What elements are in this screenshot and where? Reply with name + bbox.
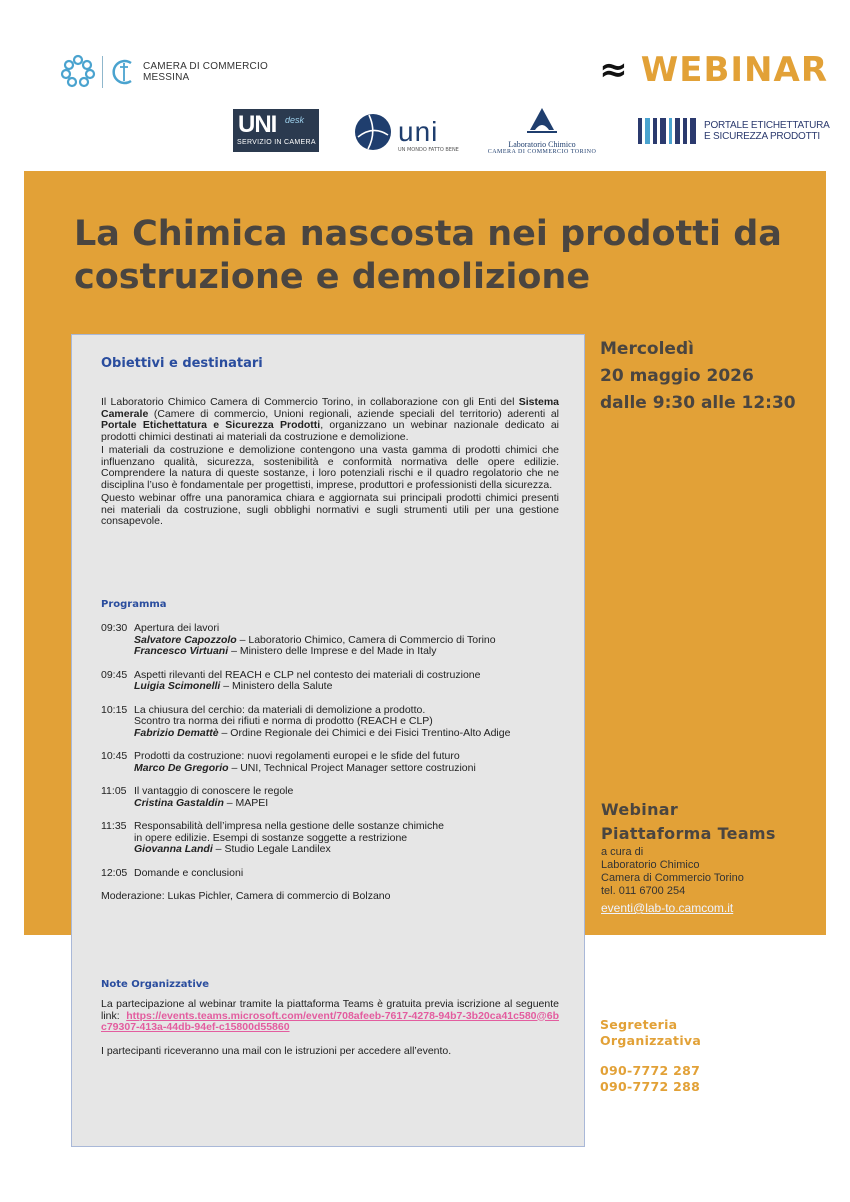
platform-line2: Piattaforma Teams (601, 824, 776, 843)
program-item (101, 868, 559, 880)
program-items (101, 623, 559, 879)
program-topic: La chiusura del cerchio: da materiali di demolizione a prodotto. (134, 703, 426, 716)
platform-tel: tel. 011 6700 254 (601, 885, 686, 897)
speaker-name: Cristina Gastaldin (134, 796, 224, 809)
program-time: 10:45 (101, 750, 128, 762)
program-item-topic-line (101, 821, 559, 833)
program-speaker (101, 681, 559, 693)
program-item (101, 751, 559, 774)
event-date: 20 maggio 2026 (600, 366, 754, 386)
objectives-p1-d: Portale Etichettatura e Sicurezza Prodotti (101, 419, 321, 431)
webinar-heading (599, 50, 828, 90)
secretariat-line1: Segreteria (600, 1017, 678, 1032)
program-speaker (101, 728, 559, 740)
portale-line1: PORTALE ETICHETTATURA (704, 120, 830, 131)
unidesk-desk-text: desk (285, 115, 305, 125)
objectives-text (101, 397, 559, 530)
speaker-role: – Ministero delle Imprese e del Made in Italy (228, 645, 437, 657)
program-speaker (101, 646, 559, 658)
program-item (101, 623, 559, 658)
speaker-role: – MAPEI (223, 796, 269, 809)
objectives-p2: I materiali da costruzione e demolizione contengono una vasta gamma di prodotti chimici che influenzano qualità, sicurezza, sostenibilità e conformità normativa delle opere edilizie. Comprendere la natura di queste sostanze, i loro potenziali rischi e il quadro regolatorio che ne disciplina l’uso è fondamentale per progettisti, imprese, produttori e professionisti della sicurezza. (101, 444, 559, 491)
secretariat-phone1: 090-7772 287 (600, 1063, 701, 1078)
event-date-block (600, 336, 796, 417)
program-speaker (101, 844, 559, 856)
program-time: 11:35 (101, 820, 127, 832)
program-item (101, 821, 559, 856)
speaker-name: Marco De Gregorio (134, 761, 229, 774)
program-item (101, 670, 559, 693)
portale-barcode-icon (638, 116, 700, 146)
uni-globe-icon (354, 113, 392, 151)
program-time: 09:45 (101, 668, 128, 681)
speaker-role: – Ministero della Salute (220, 680, 333, 692)
event-title-line1: La Chimica nascosta nei prodotti da (74, 214, 782, 254)
speaker-name: Francesco Virtuani (134, 645, 229, 657)
program-speaker (101, 798, 559, 810)
program-topic: Aspetti rilevanti del REACH e CLP nel contesto dei materiali di costruzione (134, 668, 481, 681)
notes-text (101, 999, 559, 1069)
approx-icon: ≈ (599, 50, 629, 90)
platform-email-link[interactable]: eventi@lab-to.camcom.it (601, 901, 734, 915)
org-name-line2: MESSINA (143, 72, 190, 83)
uni-tagline: UN MONDO FATTO BENE (398, 147, 459, 153)
program-title: Programma (101, 599, 167, 610)
platform-line1: Webinar (601, 800, 679, 819)
speaker-name: Salvatore Capozzolo (134, 633, 237, 646)
program-speaker (101, 763, 559, 775)
program-time: 11:05 (101, 785, 127, 797)
speaker-role: – Studio Legale Landilex (212, 843, 331, 855)
notes-p2: I partecipanti riceveranno una mail con le istruzioni per accedere all’evento. (101, 1044, 452, 1057)
speaker-role: – UNI, Technical Project Manager settore costruzioni (228, 761, 476, 774)
event-title-line2: costruzione e demolizione (74, 257, 591, 297)
unidesk-main-text: UNI (238, 111, 277, 138)
platform-org2: Camera di Commercio Torino (601, 872, 744, 884)
program-topic: Responsabilità dell’impresa nella gestione delle sostanze chimiche (134, 820, 444, 832)
secretariat-info (600, 1017, 701, 1095)
uni-wordmark: uni (398, 116, 439, 147)
speaker-name: Giovanna Landi (134, 843, 213, 855)
program-topic-continued: Scontro tra norma dei rifiuti e norma di prodotto (REACH e CLP) (134, 715, 433, 727)
event-day: Mercoledì (600, 339, 694, 359)
unidesk-logo (233, 109, 319, 152)
objectives-p1-b: Sistema Camerale (101, 396, 559, 420)
program-moderation: Moderazione: Lukas Pichler, Camera di commercio di Bolzano (101, 890, 391, 902)
program-topic: Domande e conclusioni (134, 866, 244, 879)
unidesk-sub-text: SERVIZIO IN CAMERA (237, 139, 316, 146)
speaker-name: Fabrizio Demattè (134, 726, 219, 739)
labchim-line2: CAMERA DI COMMERCIO TORINO (487, 149, 597, 155)
org-name-line1: CAMERA DI COMMERCIO (143, 61, 268, 72)
event-time: dalle 9:30 alle 12:30 (600, 393, 796, 413)
speaker-role: – Ordine Regionale dei Chimici e dei Fisici Trentino-Alto Adige (218, 726, 511, 739)
camera-commercio-logo-icon (60, 54, 96, 90)
speaker-role: – Laboratorio Chimico, Camera di Commercio di Torino (236, 633, 496, 646)
lab-chimico-icon (525, 106, 559, 134)
program-time: 10:15 (101, 703, 128, 716)
camera-commercio-name (143, 61, 268, 83)
logo-separator (102, 56, 103, 88)
program-time: 09:30 (101, 622, 128, 634)
speaker-name: Luigia Scimonelli (134, 680, 221, 692)
program-topic: Apertura dei lavori (134, 622, 220, 634)
notes-title: Note Organizzative (101, 979, 210, 990)
program-item (101, 786, 559, 809)
laboratorio-chimico-logo (487, 106, 597, 155)
secretariat-phone2: 090-7772 288 (600, 1079, 701, 1094)
objectives-p1 (101, 397, 559, 443)
portale-etichettatura-logo (638, 116, 830, 146)
program-item (101, 705, 559, 740)
labchim-line1: Laboratorio Chimico (508, 140, 576, 149)
objectives-p3: Questo webinar offre una panoramica chiara e aggiornata sui principali prodotti chimici presenti nei materiali da costruzione, sugli obblighi normativi e sugli strumenti utili per una gestione consapevole. (101, 492, 559, 527)
program-time: 12:05 (101, 866, 128, 879)
camera-commercio-logo (60, 54, 268, 90)
program-topic: Il vantaggio di conoscere le regole (134, 785, 294, 797)
notes-p1 (101, 999, 559, 1034)
platform-info (601, 798, 776, 916)
objectives-p1-a: Il Laboratorio Chimico Camera di Commercio Torino, in collaborazione con gli Enti del (101, 396, 519, 408)
webinar-label: WEBINAR (640, 50, 828, 90)
event-title (74, 213, 814, 299)
portale-line2: E SICUREZZA PRODOTTI (704, 131, 821, 142)
secretariat-line2: Organizzativa (600, 1033, 702, 1048)
registration-link[interactable]: https://events.teams.microsoft.com/event/708afeeb-7617-4278-94b7-3b20ca41c580@6bc79307-413a-44db-94ef-c15800d55860 (101, 1009, 559, 1033)
notes-p1-text: La partecipazione al webinar tramite la piattaforma Teams è gratuita previa iscrizione al seguente link: (101, 998, 559, 1022)
objectives-p1-c: (Camere di commercio, Unioni regionali, aziende speciali del territorio) aderenti al (148, 407, 559, 420)
program-list (101, 623, 559, 903)
portale-name (704, 120, 830, 142)
camera-commercio-c-icon (111, 57, 137, 87)
platform-org1: Laboratorio Chimico (601, 859, 700, 871)
uni-logo (354, 113, 459, 153)
objectives-p1-e: , organizzano un webinar nazionale dedicato ai prodotti chimici destinati ai materiali da costruzione e demolizione. (101, 419, 559, 443)
program-item-topic-line (101, 868, 559, 880)
platform-curated: a cura di (601, 846, 644, 858)
objectives-title: Obiettivi e destinatari (101, 356, 263, 371)
program-topic: Prodotti da costruzione: nuovi regolamenti europei e le sfide del futuro (134, 750, 460, 762)
program-topic-continued: in opere edilizie. Esempi di sostanze soggette a restrizione (134, 831, 408, 844)
content-box (71, 334, 585, 1147)
